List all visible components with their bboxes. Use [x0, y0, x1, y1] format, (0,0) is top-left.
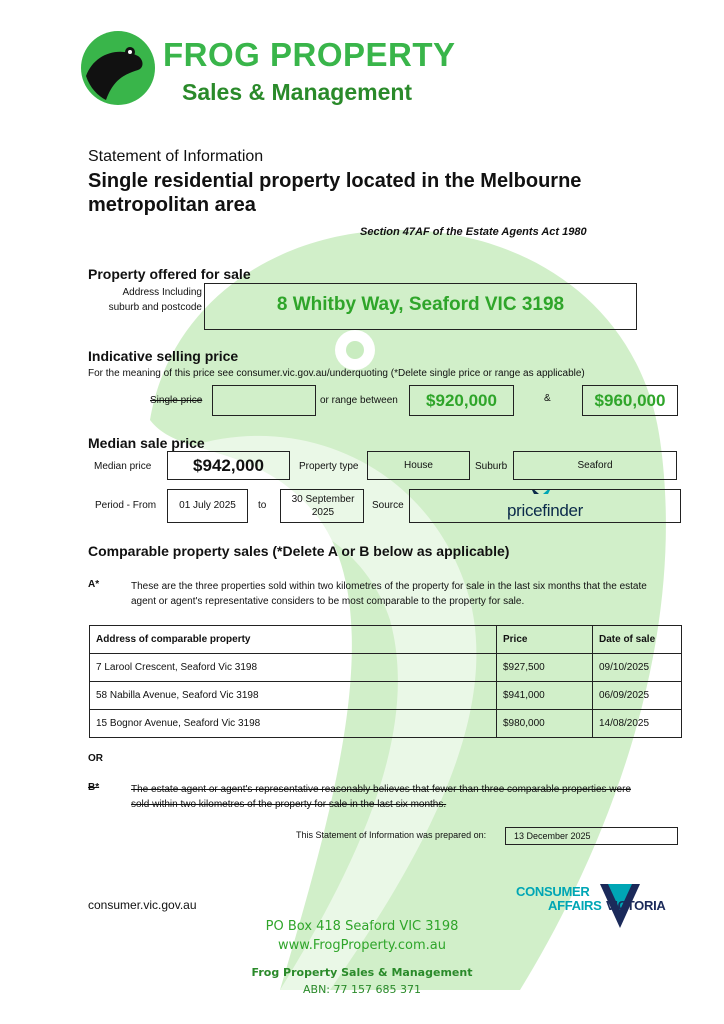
median-heading: Median sale price [88, 435, 205, 451]
range-high-value: $960,000 [594, 391, 666, 410]
suburb-field [513, 451, 677, 480]
comparable-address: 15 Bognor Avenue, Seaford Vic 3198 [90, 710, 497, 738]
period-to-value: 30 September 2025 [291, 494, 355, 518]
column-header: Date of sale [593, 626, 682, 654]
range-label: or range between [320, 395, 398, 406]
brand-tagline: Sales & Management [182, 79, 413, 105]
property-heading: Property offered for sale [88, 266, 251, 282]
single-price-field [212, 385, 316, 416]
source-value: pricefinder [506, 501, 584, 520]
table-row [90, 654, 682, 682]
range-high-field [582, 385, 678, 416]
cav-victoria: VICTORIA [606, 898, 666, 913]
prepared-date-field [505, 827, 678, 845]
table-row [90, 710, 682, 738]
source-field [409, 489, 681, 523]
company-name: Frog Property Sales & Management [251, 966, 473, 979]
suburb-label: Suburb [475, 461, 508, 472]
period-to-label: to [258, 500, 267, 511]
median-price-value: $942,000 [193, 456, 264, 475]
period-to-field [280, 489, 364, 523]
period-from-label: Period - From [95, 500, 157, 511]
column-header: Price [497, 626, 593, 654]
comparable-date: 06/09/2025 [593, 682, 682, 710]
pricefinder-mark-icon [528, 489, 554, 498]
prepared-date: 13 December 2025 [514, 831, 591, 841]
option-b-text: The estate agent or agent's representative reasonably believes that fewer than three comparable properties were sold within two kilometres of the property for sale in the last six months. [131, 784, 631, 810]
cav-line1: CONSUMER [516, 884, 590, 899]
suburb-value: Seaford [577, 460, 613, 471]
comparable-price: $980,000 [497, 710, 593, 738]
po-box: PO Box 418 Seaford VIC 3198 [265, 919, 459, 934]
comparable-table [89, 625, 682, 738]
property-type-label: Property type [299, 461, 359, 472]
address-box [204, 283, 637, 330]
prepared-label: This Statement of Information was prepared on: [296, 830, 487, 840]
range-low-field [409, 385, 514, 416]
indicative-heading: Indicative selling price [88, 348, 239, 364]
address-label: Address Including suburb and postcode [108, 287, 202, 313]
frog-logo-icon [80, 30, 156, 106]
or-label: OR [88, 753, 103, 764]
period-from-value: 01 July 2025 [179, 500, 236, 511]
comparable-date: 09/10/2025 [593, 654, 682, 682]
cav-line2: AFFAIRS [548, 898, 602, 913]
brand-name: FROG PROPERTY [163, 36, 456, 73]
property-type-value: House [404, 460, 433, 471]
range-amp: & [544, 393, 551, 404]
single-price-label: Single price [150, 395, 203, 406]
comparable-address: 7 Larool Crescent, Seaford Vic 3198 [90, 654, 497, 682]
option-a-text: These are the three properties sold within two kilometres of the property for sale in the last six months that the estate agent or agent's representative considers to be most comparable to the property for sale. [131, 581, 647, 607]
option-a-marker: A* [88, 579, 100, 590]
option-b-marker: B* [88, 782, 100, 793]
range-low-value: $920,000 [426, 391, 497, 410]
comparable-price: $941,000 [497, 682, 593, 710]
document-title: Single residential property located in the Melbourne metropolitan area [88, 170, 582, 216]
act-reference: Section 47AF of the Estate Agents Act 1980 [360, 226, 587, 238]
median-price-field [167, 451, 290, 480]
comparable-price: $927,500 [497, 654, 593, 682]
comparable-heading: Comparable property sales (*Delete A or B below as applicable) [88, 543, 510, 559]
comparable-address: 58 Nabilla Avenue, Seaford Vic 3198 [90, 682, 497, 710]
website: www.FrogProperty.com.au [277, 938, 447, 953]
source-label: Source [372, 500, 404, 511]
indicative-note: For the meaning of this price see consumer.vic.gov.au/underquoting (*Delete single price or range as applicable) [88, 368, 585, 379]
comparable-date: 14/08/2025 [593, 710, 682, 738]
property-type-field [367, 451, 470, 480]
abn: ABN: 77 157 685 371 [303, 983, 421, 996]
consumer-site: consumer.vic.gov.au [88, 898, 197, 912]
table-header-row [90, 626, 682, 654]
column-header: Address of comparable property [90, 626, 497, 654]
period-from-field [167, 489, 248, 523]
property-address: 8 Whitby Way, Seaford VIC 3198 [276, 294, 565, 315]
document-kicker: Statement of Information [88, 148, 264, 165]
table-row [90, 682, 682, 710]
median-price-label: Median price [94, 461, 152, 472]
